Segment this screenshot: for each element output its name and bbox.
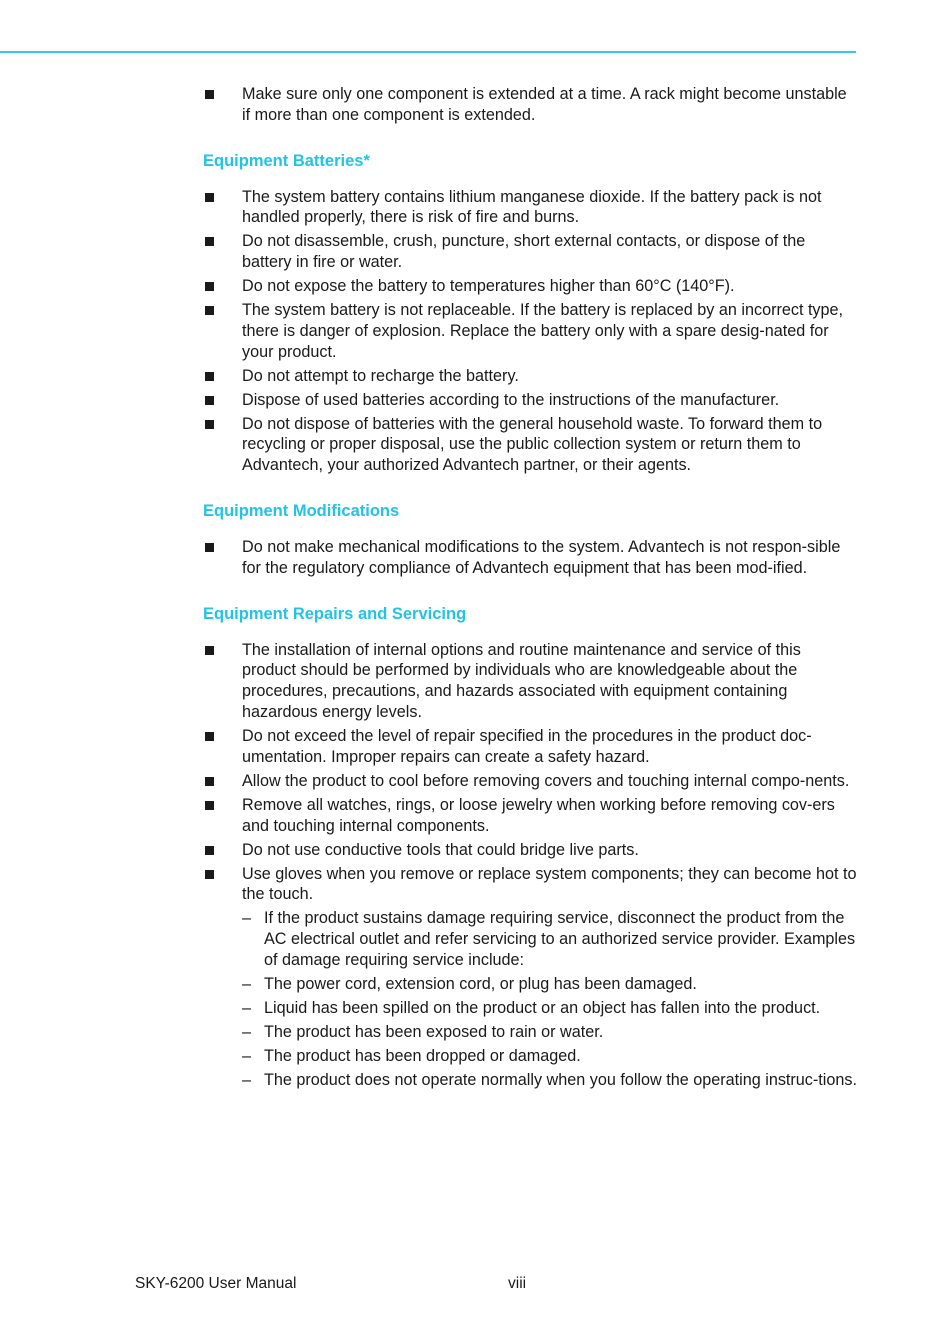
sub-list-item-text: The power cord, extension cord, or plug has been damaged. xyxy=(264,974,697,993)
list-item-text: The system battery contains lithium manganese dioxide. If the battery pack is not handled properly, there is risk of fire and burns. xyxy=(242,187,822,227)
document-body xyxy=(203,84,858,1090)
section-heading-batteries: Equipment Batteries* xyxy=(203,151,370,170)
list-item xyxy=(203,795,858,837)
modifications-list xyxy=(203,537,858,579)
batteries-list xyxy=(203,187,858,476)
sub-list-item xyxy=(242,1070,858,1091)
intro-list xyxy=(203,84,858,126)
list-item-text: Remove all watches, rings, or loose jewelry when working before removing cov-ers and touching internal components. xyxy=(242,795,835,835)
section-heading-modifications: Equipment Modifications xyxy=(203,502,400,521)
list-item-text: Do not dispose of batteries with the general household waste. To forward them to recycling or proper disposal, use the public collection system or return them to Advantech, your authorized Advantech partner, or their agents. xyxy=(242,414,823,475)
sub-list-item xyxy=(242,974,858,995)
footer-manual-title: SKY-6200 User Manual xyxy=(135,1275,297,1292)
list-item xyxy=(203,300,858,362)
dash-bullet-icon: – xyxy=(242,909,252,928)
square-bullet-icon xyxy=(205,90,214,99)
square-bullet-icon xyxy=(205,282,214,291)
dash-bullet-icon: – xyxy=(242,1022,252,1041)
list-item xyxy=(203,771,858,792)
square-bullet-icon xyxy=(205,372,214,381)
sub-list-item-text: The product has been exposed to rain or water. xyxy=(264,1022,604,1041)
list-item-text: The system battery is not replaceable. If the battery is replaced by an incorrect type, there is danger of explosion. Replace the battery only with a spare desig-nated for your product. xyxy=(242,301,844,361)
list-item xyxy=(203,640,858,723)
square-bullet-icon xyxy=(205,646,214,655)
sub-list-item-text: The product does not operate normally when you follow the operating instruc-tions. xyxy=(264,1070,857,1089)
list-item xyxy=(203,231,858,273)
square-bullet-icon xyxy=(205,237,214,246)
dash-bullet-icon: – xyxy=(242,1046,252,1065)
sub-list-item xyxy=(242,1046,858,1067)
sub-list-item xyxy=(242,1022,858,1043)
list-item-text: Make sure only one component is extended at a time. A rack might become unstable if more than one component is extended. xyxy=(242,85,847,124)
header-rule xyxy=(0,51,856,53)
list-item xyxy=(203,537,858,579)
list-item xyxy=(203,840,858,861)
sub-list-item-text: If the product sustains damage requiring service, disconnect the product from the AC electrical outlet and refer servicing to an authorized service provider. Examples of damage requiring service include: xyxy=(264,909,856,969)
square-bullet-icon xyxy=(205,193,214,202)
repairs-list xyxy=(203,640,858,1091)
damage-examples-list xyxy=(242,908,858,1090)
square-bullet-icon xyxy=(205,396,214,405)
list-item xyxy=(203,366,858,387)
square-bullet-icon xyxy=(205,543,214,552)
square-bullet-icon xyxy=(205,306,214,315)
list-item xyxy=(203,864,858,1091)
dash-bullet-icon: – xyxy=(242,1070,252,1089)
sub-list-item-text: The product has been dropped or damaged. xyxy=(264,1046,581,1065)
list-item-text: Allow the product to cool before removing covers and touching internal compo-nents. xyxy=(242,771,850,790)
list-item-text: Do not attempt to recharge the battery. xyxy=(242,366,519,385)
square-bullet-icon xyxy=(205,420,214,429)
list-item xyxy=(203,414,858,476)
list-item xyxy=(203,187,858,229)
sub-list-item xyxy=(242,998,858,1019)
footer-page-number: viii xyxy=(508,1275,527,1292)
list-item-text: Do not expose the battery to temperatures higher than 60°C (140°F). xyxy=(242,277,735,296)
square-bullet-icon xyxy=(205,870,214,879)
section-heading-repairs: Equipment Repairs and Servicing xyxy=(203,604,467,623)
list-item-text: Use gloves when you remove or replace system components; they can become hot to the touch. xyxy=(242,864,857,904)
dash-bullet-icon: – xyxy=(242,974,252,993)
list-item-text: Do not disassemble, crush, puncture, short external contacts, or dispose of the battery in fire or water. xyxy=(242,232,806,272)
list-item-text: Dispose of used batteries according to the instructions of the manufacturer. xyxy=(242,390,780,409)
list-item-text: Do not use conductive tools that could bridge live parts. xyxy=(242,840,639,859)
list-item-text: Do not make mechanical modifications to the system. Advantech is not respon-sible for the regulatory compliance of Advantech equipment that has been mod-ified. xyxy=(242,538,841,577)
list-item xyxy=(203,726,858,768)
list-item-text: The installation of internal options and routine maintenance and service of this product should be performed by individuals who are knowledgeable about the procedures, precautions, and hazards associated with equipment containing hazardous energy levels. xyxy=(242,640,801,722)
sub-list-item xyxy=(242,908,858,970)
sub-list-item-text: Liquid has been spilled on the product or an object has fallen into the product. xyxy=(264,998,821,1017)
list-item xyxy=(203,276,858,297)
square-bullet-icon xyxy=(205,732,214,741)
list-item xyxy=(203,84,858,126)
dash-bullet-icon: – xyxy=(242,998,252,1017)
list-item-text: Do not exceed the level of repair specified in the procedures in the product doc-umentation. Improper repairs can create a safety hazard. xyxy=(242,727,812,766)
square-bullet-icon xyxy=(205,801,214,810)
square-bullet-icon xyxy=(205,846,214,855)
list-item xyxy=(203,390,858,411)
square-bullet-icon xyxy=(205,777,214,786)
